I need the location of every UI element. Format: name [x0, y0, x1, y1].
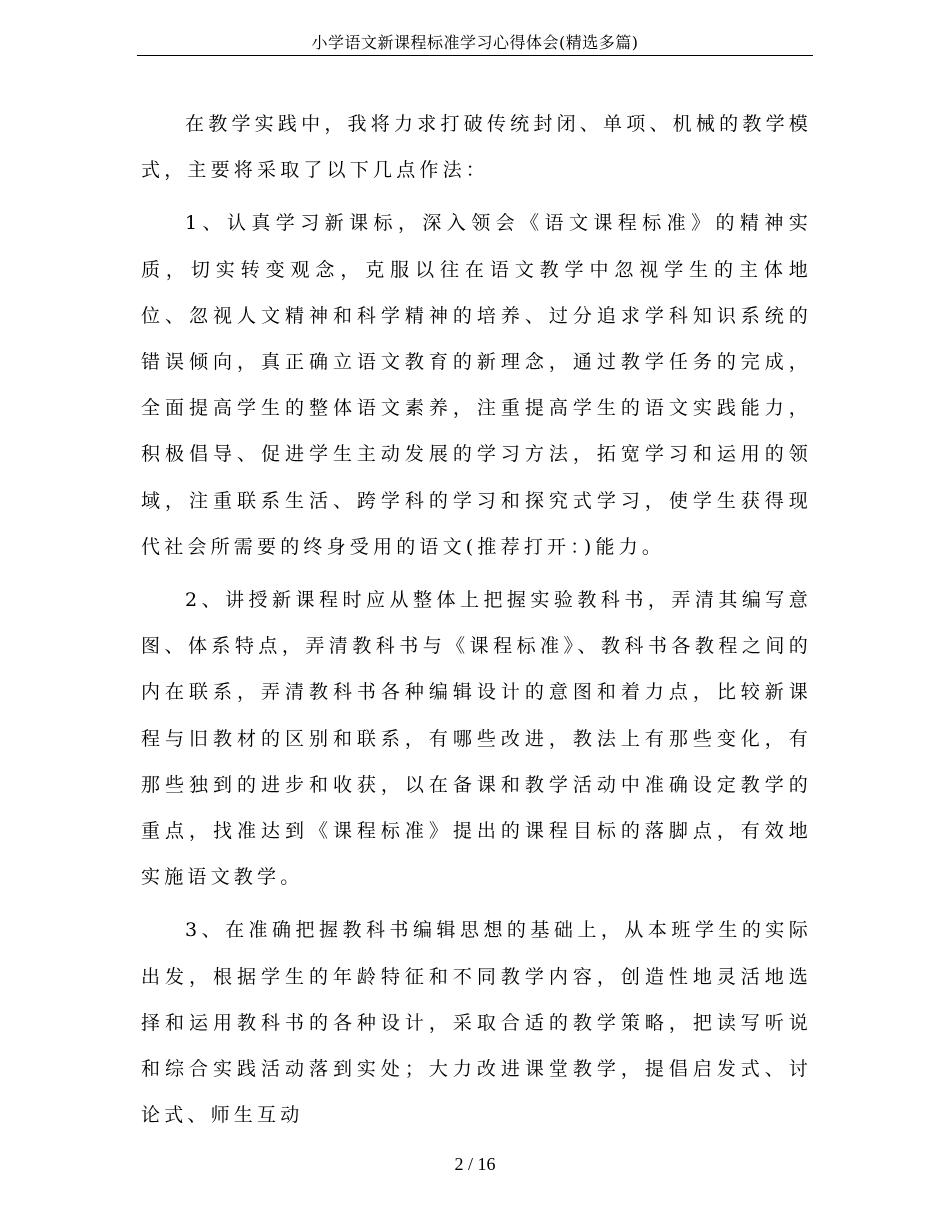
- paragraph-intro: 在教学实践中，我将力求打破传统封闭、单项、机械的教学模式，主要将采取了以下几点作法：: [141, 113, 812, 182]
- page-number: 2 / 16: [454, 1154, 496, 1174]
- document-body: [141, 101, 812, 1145]
- paragraph-point-1: 1、认真学习新课标，深入领会《语文课程标准》的精神实质，切实转变观念，克服以往在语文教学中忽视学生的主体地位、忽视人文精神和科学精神的培养、过分追求学科知识系统的错误倾向，真正确立语文教育的新理念，通过教学任务的完成，全面提高学生的整体语文素养，注重提高学生的语文实践能力，积极倡导、促进学生主动发展的学习方法，拓宽学习和运用的领域，注重联系生活、跨学科的学习和探究式学习，使学生获得现代社会所需要的终身受用的语文(推荐打开：)能力。: [141, 212, 812, 558]
- paragraph-point-3: 3、在准确把握教科书编辑思想的基础上，从本班学生的实际出发，根据学生的年龄特征和不同教学内容，创造性地灵活地选择和运用教科书的各种设计，采取合适的教学策略，把读写听说和综合实践活动落到实处；大力改进课堂教学，提倡启发式、讨论式、师生互动: [141, 919, 812, 1127]
- paragraph-point-2: 2、讲授新课程时应从整体上把握实验教科书，弄清其编写意图、体系特点，弄清教科书与《课程标准》、教科书各教程之间的内在联系，弄清教科书各种编辑设计的意图和着力点，比较新课程与旧教材的区别和联系，有哪些改进，教法上有那些变化，有那些独到的进步和收获，以在备课和教学活动中准确设定教学的重点，找准达到《课程标准》提出的课程目标的落脚点，有效地实施语文教学。: [141, 589, 812, 889]
- header-divider: [137, 55, 813, 56]
- document-header-title: 小学语文新课程标准学习心得体会(精选多篇): [311, 33, 639, 52]
